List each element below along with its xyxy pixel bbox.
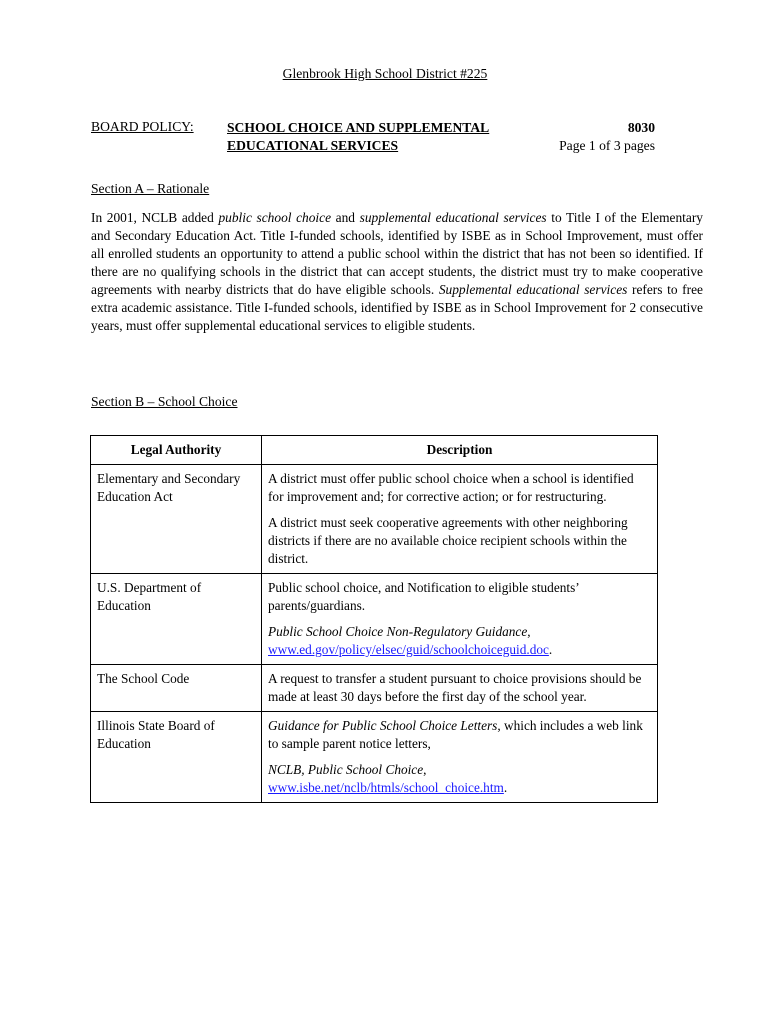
table-header-row bbox=[91, 436, 658, 465]
description-rest: , which includes a web link to sample parent notice letters, bbox=[268, 718, 643, 751]
description-text bbox=[268, 717, 651, 753]
reference-end: . bbox=[548, 642, 553, 657]
board-policy-label: BOARD POLICY: bbox=[91, 119, 194, 134]
policy-title-line2: EDUCATIONAL SERVICES bbox=[227, 138, 399, 153]
description-cell bbox=[262, 465, 658, 574]
rationale-paragraph bbox=[91, 209, 703, 335]
policy-number-block bbox=[559, 119, 655, 155]
table-row bbox=[91, 712, 658, 803]
reference-separator: , bbox=[527, 624, 531, 639]
reference-end: . bbox=[503, 780, 508, 795]
description-text: A district must offer public school choice when a school is identified for improvement and; for corrective action; or for restructuring. bbox=[268, 471, 634, 504]
policy-title bbox=[227, 119, 489, 155]
description-text: Public school choice, and Notification to eligible students’ parents/guardians. bbox=[268, 580, 579, 613]
rationale-text: refers to free extra academic assistance. Title I-funded schools, identified by ISBE as in School Improvement for 2 consecutive years, must offer supplemental educational services to eligible students. bbox=[91, 282, 703, 333]
reference-title: Public School Choice Non-Regulatory Guidance bbox=[268, 624, 528, 639]
rationale-italic-term: public school choice bbox=[218, 210, 332, 225]
table-row bbox=[91, 574, 658, 665]
authority-cell: U.S. Department of Education bbox=[91, 574, 262, 665]
reference-title: NCLB, Public School Choice bbox=[268, 762, 424, 777]
school-choice-table bbox=[90, 435, 658, 803]
description-cell bbox=[262, 665, 658, 712]
reference-separator: , bbox=[423, 762, 427, 777]
table-row bbox=[91, 665, 658, 712]
district-name: Glenbrook High School District #225 bbox=[282, 66, 488, 81]
authority-cell: Illinois State Board of Education bbox=[91, 712, 262, 803]
description-reference bbox=[268, 623, 651, 659]
rationale-text: to Title I of the Elementary and Secondary Education Act. Title I-funded schools, identified by ISBE as in School Improvement, must offer all enrolled students an opportunity to attend a public school within the district that has not been so identified. If there are no qualifying schools in the district that can accept students, the district must try to make cooperative agreements with nearby districts that do have eligible schools. bbox=[91, 210, 703, 297]
authority-cell: The School Code bbox=[91, 665, 262, 712]
table-row bbox=[91, 465, 658, 574]
column-header-description: Description bbox=[262, 436, 658, 465]
description-text: A request to transfer a student pursuant to choice provisions should be made at least 30 days before the first day of the school year. bbox=[268, 671, 642, 704]
rationale-text: In 2001, NCLB added bbox=[91, 210, 219, 225]
page-count: Page 1 of 3 pages bbox=[559, 138, 655, 153]
reference-title: Guidance for Public School Choice Letters bbox=[268, 718, 498, 733]
policy-number: 8030 bbox=[627, 120, 655, 135]
reference-link[interactable]: www.isbe.net/nclb/htmls/school_choice.htm bbox=[268, 780, 504, 795]
policy-title-line1: SCHOOL CHOICE AND SUPPLEMENTAL bbox=[227, 120, 490, 135]
section-b-heading: Section B – School Choice bbox=[91, 394, 238, 409]
rationale-text: and bbox=[331, 210, 360, 225]
authority-cell: Elementary and Secondary Education Act bbox=[91, 465, 262, 574]
rationale-italic-term: supplemental educational services bbox=[359, 210, 547, 225]
description-text: A district must seek cooperative agreements with other neighboring districts if there are no available choice recipient schools within the district. bbox=[268, 515, 628, 566]
description-cell bbox=[262, 574, 658, 665]
column-header-legal-authority: Legal Authority bbox=[91, 436, 262, 465]
reference-link[interactable]: www.ed.gov/policy/elsec/guid/schoolchoiceguid.doc bbox=[268, 642, 549, 657]
description-cell bbox=[262, 712, 658, 803]
rationale-italic-term: Supplemental educational services bbox=[438, 282, 628, 297]
section-a-heading: Section A – Rationale bbox=[91, 181, 210, 196]
description-reference bbox=[268, 761, 651, 797]
